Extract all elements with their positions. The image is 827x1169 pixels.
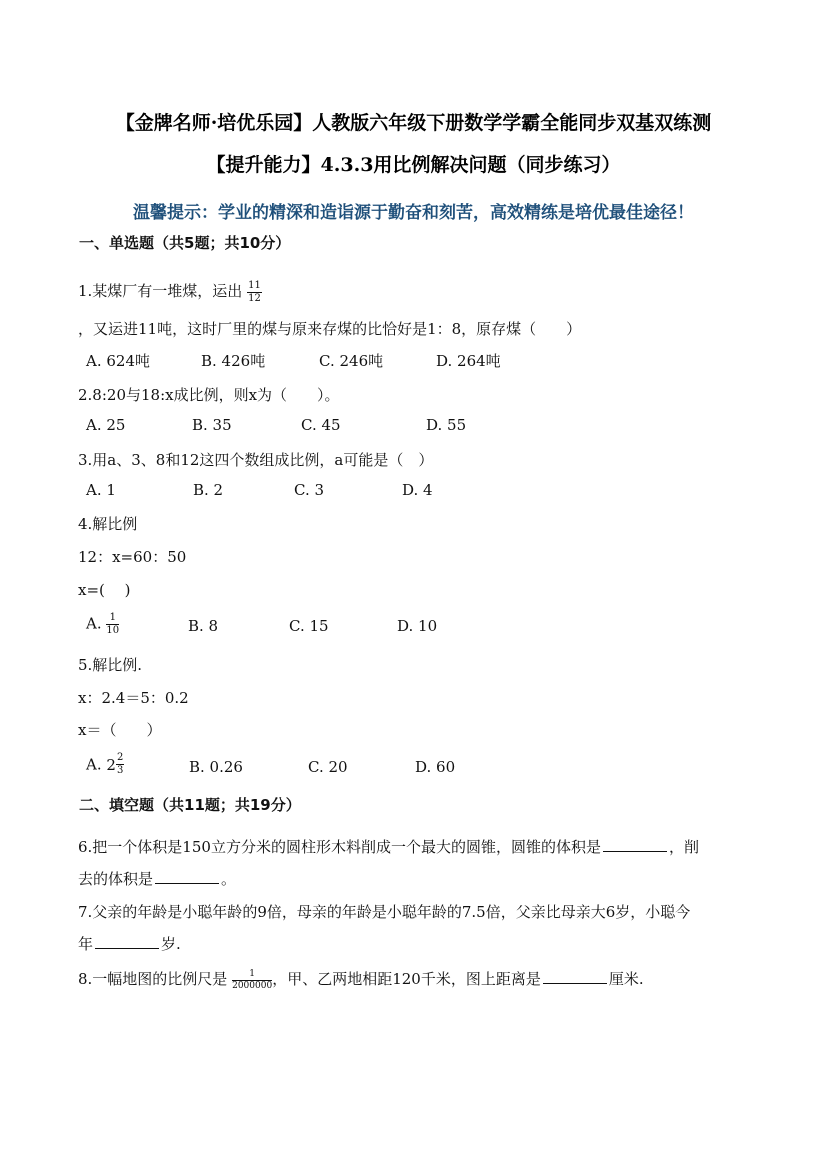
question-7-text-a: 年 <box>78 935 94 953</box>
question-2-option-a[interactable]: A. 25 <box>86 416 126 434</box>
answer-blank[interactable] <box>155 869 219 884</box>
question-1-line-2: ，又运进11吨，这时厂里的煤与原来存煤的比恰好是1：8，原存煤（ ） <box>78 320 582 338</box>
question-8-middle: ，甲、乙两地相距120千米，图上距离是 <box>272 970 541 988</box>
question-5-option-d[interactable]: D. 60 <box>415 758 456 776</box>
question-2-stem: 2.8:20与18:x成比例，则x为（ ）。 <box>78 386 340 404</box>
question-7-line-1: 7.父亲的年龄是小聪年龄的9倍，母亲的年龄是小聪年龄的7.5倍，父亲比母亲大6岁，小聪今 <box>78 903 691 921</box>
title-line-2: 【提升能力】4.3.3用比例解决问题（同步练习） <box>206 154 621 176</box>
question-5-option-a[interactable] <box>86 753 124 776</box>
fraction-numerator: 2 <box>116 752 124 763</box>
question-6-text-c: 去的体积是 <box>78 870 154 888</box>
question-1-prefix: 1.某煤厂有一堆煤，运出 <box>78 282 243 300</box>
tip-banner: 温馨提示：学业的精深和造诣源于勤奋和刻苦，高效精练是培优最佳途径！ <box>133 203 694 223</box>
option-label: A. <box>86 614 102 633</box>
question-4-option-d[interactable]: D. 10 <box>397 617 438 635</box>
question-8-suffix: 厘米. <box>608 970 644 988</box>
fraction-eleven-twelfths <box>247 281 262 304</box>
question-3-option-a[interactable]: A. 1 <box>86 481 116 499</box>
question-4-title: 4.解比例 <box>78 515 138 533</box>
fraction-denominator: 10 <box>106 625 120 636</box>
section-heading-fill-in: 二、填空题（共11题；共19分） <box>79 796 301 814</box>
mixed-whole: 2 <box>106 755 116 774</box>
question-1-stem <box>78 280 262 304</box>
question-6-text-a: 6.把一个体积是150立方分米的圆柱形木料削成一个最大的圆锥，圆锥的体积是 <box>78 838 601 856</box>
question-2-option-d[interactable]: D. 55 <box>426 416 467 434</box>
question-2-option-c[interactable]: C. 45 <box>301 416 341 434</box>
question-3-stem: 3.用a、3、8和12这四个数组成比例，a可能是（ ） <box>78 451 434 469</box>
question-4-option-b[interactable]: B. 8 <box>188 617 219 635</box>
answer-blank[interactable] <box>95 934 159 949</box>
title-line-1: 【金牌名师·培优乐园】人教版六年级下册数学学霸全能同步双基双练测 <box>115 112 712 134</box>
question-5-answer-line: x＝（ ） <box>78 721 162 739</box>
question-8-prefix: 8.一幅地图的比例尺是 <box>78 970 228 988</box>
question-5-equation: x：2.4＝5：0.2 <box>78 689 189 707</box>
question-3-option-c[interactable]: C. 3 <box>294 481 325 499</box>
question-5-option-b[interactable]: B. 0.26 <box>189 758 243 776</box>
fraction-numerator: 1 <box>232 970 272 981</box>
question-6-text-d: 。 <box>221 870 237 888</box>
question-4-option-a[interactable] <box>86 613 119 636</box>
question-4-option-c[interactable]: C. 15 <box>289 617 329 635</box>
fraction-numerator: 11 <box>248 279 261 291</box>
question-1-option-d[interactable]: D. 264吨 <box>436 352 501 370</box>
question-3-option-b[interactable]: B. 2 <box>193 481 224 499</box>
question-1-option-c[interactable]: C. 246吨 <box>319 352 384 370</box>
question-7-text-b: 岁. <box>161 935 181 953</box>
mixed-number <box>106 753 124 776</box>
section-heading-single-choice: 一、单选题（共5题；共10分） <box>79 234 291 252</box>
question-1-option-b[interactable]: B. 426吨 <box>201 352 266 370</box>
option-label: A. <box>86 755 102 774</box>
question-6-line-1 <box>78 836 699 857</box>
fraction-scale <box>232 970 272 991</box>
question-5-title: 5.解比例. <box>78 656 143 674</box>
fraction-denominator: 2000000 <box>232 980 273 991</box>
question-4-equation: 12：x=60：50 <box>78 548 187 566</box>
question-1-option-a[interactable]: A. 624吨 <box>86 352 150 370</box>
fraction-denominator: 12 <box>248 292 261 304</box>
question-6-text-b: ，削 <box>668 838 699 856</box>
question-3-option-d[interactable]: D. 4 <box>402 481 433 499</box>
fraction-two-thirds <box>116 753 124 776</box>
answer-blank[interactable] <box>603 837 667 852</box>
question-7-line-2 <box>78 933 181 954</box>
question-5-option-c[interactable]: C. 20 <box>308 758 348 776</box>
question-8-stem <box>78 968 644 991</box>
question-2-option-b[interactable]: B. 35 <box>192 416 232 434</box>
fraction-one-tenth <box>106 613 119 636</box>
fraction-numerator: 1 <box>106 613 119 625</box>
answer-blank[interactable] <box>543 969 607 984</box>
fraction-denominator: 3 <box>116 765 124 776</box>
question-6-line-2 <box>78 868 236 889</box>
question-4-answer-line: x=( ) <box>78 581 131 599</box>
